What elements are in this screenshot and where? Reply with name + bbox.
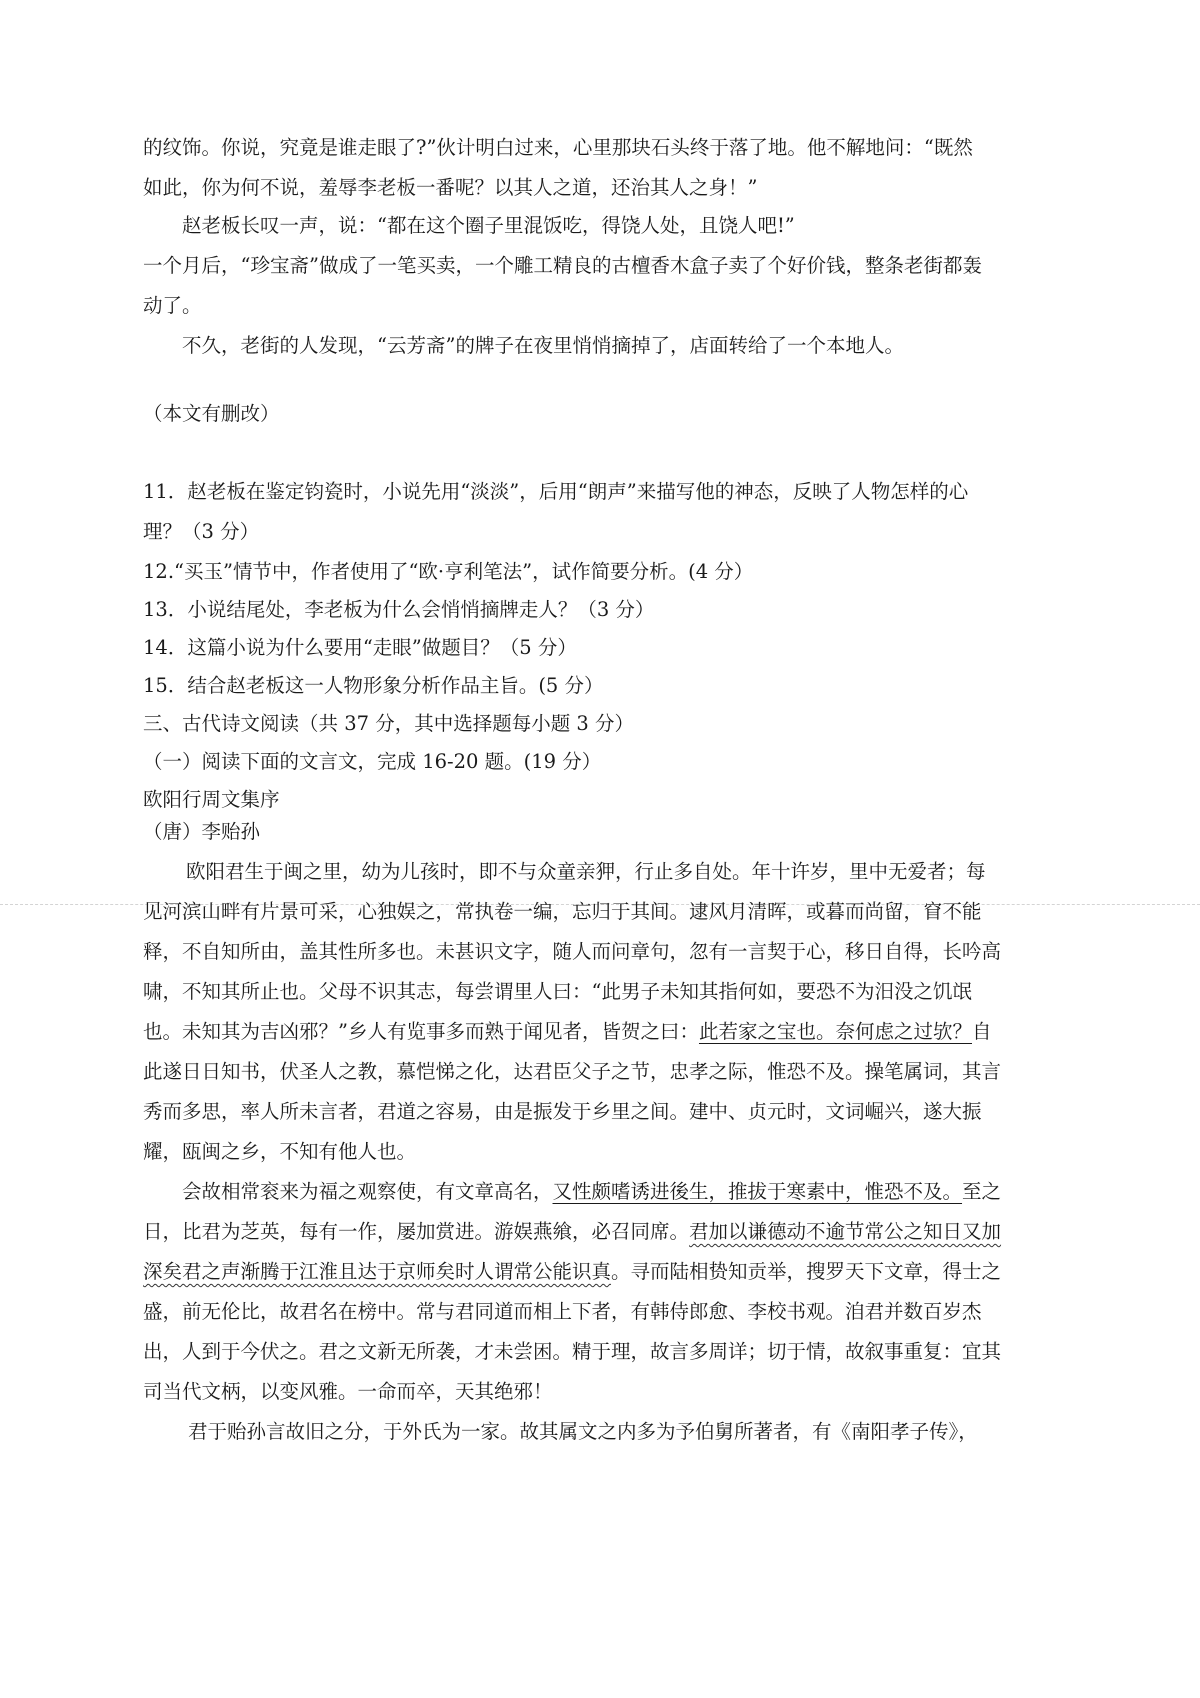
underlined-sentence: 又性颇嗜诱进後生，推拔于寒素中，惟恐不及。 xyxy=(552,1180,963,1203)
question-11: 11．赵老板在鉴定钧瓷时，小说先用“淡淡”，后用“朗声”来描写他的神态，反映了人物怎样的心 xyxy=(143,480,969,503)
passage-line: 啸，不知其所止也。父母不识其志，每尝谓里人曰：“此男子未知其指何如，要恐不为汨没之饥氓 xyxy=(143,980,972,1003)
passage-line: 此遂日日知书，伏圣人之教，慕恺悌之化，达君臣父子之节，忠孝之际，惟恐不及。操笔属词，其言 xyxy=(143,1060,1002,1083)
source-note: （本文有删改） xyxy=(143,402,280,425)
passage-line: 秀而多思，率人所未言者，君道之容易，由是振发于乡里之间。建中、贞元时，文词崛兴，遂大振 xyxy=(143,1100,982,1123)
passage-line: 欧阳君生于闽之里，幼为儿孩时，即不与众童亲狎，行止多自处。年十许岁，里中无爱者；每 xyxy=(186,860,986,883)
underlined-sentence: 此若家之宝也。奈何虑之过欤？ xyxy=(698,1020,972,1043)
passage-author: （唐）李贻孙 xyxy=(143,820,261,843)
question-11-cont: 理？（3 分） xyxy=(143,520,260,543)
passage-line: 耀，瓯闽之乡，不知有他人也。 xyxy=(143,1140,417,1163)
text-run: 也。未知其为吉凶邪？”乡人有览事多而熟于闻见者，皆贺之曰： xyxy=(143,1020,699,1043)
passage-line xyxy=(143,1216,1073,1244)
text-run: 自 xyxy=(972,1020,992,1043)
passage-line: 释，不自知所由，盖其性所多也。未甚识文字，随人而问章句，忽有一言契于心，移日自得，长吟高 xyxy=(143,940,1002,963)
story-line: 的纹饰。你说，究竟是谁走眼了?”伙计明白过来，心里那块石头终于落了地。他不解地问：“既然 xyxy=(143,136,973,159)
section-heading: 三、古代诗文阅读（共 37 分，其中选择题每小题 3 分） xyxy=(143,712,635,735)
text-run: 会故相常衮来为福之观察使，有文章高名， xyxy=(182,1180,553,1203)
question-14: 14．这篇小说为什么要用“走眼”做题目？（5 分） xyxy=(143,636,577,659)
text-run: 。寻而陆相贽知贡举，搜罗天下文章，得士之 xyxy=(611,1260,1002,1283)
passage-line xyxy=(143,1256,1073,1284)
passage-line: 出，人到于今伏之。君之文新无所袭，才未尝困。精于理，故言多周详；切于情，故叙事重复：宜其 xyxy=(143,1340,1002,1363)
story-line: 赵老板长叹一声，说：“都在这个圈子里混饭吃，得饶人处，且饶人吧!” xyxy=(182,214,795,237)
passage-line: 君于贻孙言故旧之分，于外氏为一家。故其属文之内多为予伯舅所著者，有《南阳孝子传》， xyxy=(188,1420,978,1443)
story-line: 不久，老街的人发现，“云芳斋”的牌子在夜里悄悄摘掉了，店面转给了一个本地人。 xyxy=(182,334,904,357)
passage-line: 见河滨山畔有片景可采，心独娱之，常执卷一编，忘归于其间。逮风月清晖，或暮而尚留，窅不能 xyxy=(143,900,982,923)
story-line: 动了。 xyxy=(143,294,202,317)
story-line: 一个月后，“珍宝斋”做成了一笔买卖，一个雕工精良的古檀香木盒子卖了个好价钱，整条老街都轰 xyxy=(143,254,982,277)
question-12: 12.“买玉”情节中，作者使用了“欧·亨利笔法”，试作简要分析。(4 分） xyxy=(143,560,754,583)
passage-line: 盛，前无伦比，故君名在榜中。常与君同道而相上下者，有韩侍郎愈、李校书观。洎君并数百岁杰 xyxy=(143,1300,982,1323)
question-13: 13．小说结尾处，李老板为什么会悄悄摘牌走人？（3 分） xyxy=(143,598,655,621)
passage-line xyxy=(143,1016,1073,1044)
text-run: 日，比君为芝英，每有一作，屡加赏进。游娱燕飨，必召同席。 xyxy=(143,1220,690,1243)
subsection-heading: （一）阅读下面的文言文，完成 16-20 题。(19 分） xyxy=(143,750,602,773)
question-15: 15．结合赵老板这一人物形象分析作品主旨。(5 分） xyxy=(143,674,604,697)
wavy-underlined-sentence: 深矣君之声渐腾于江淮且达于京师矣时人谓常公能识真 xyxy=(143,1260,612,1283)
story-line: 如此，你为何不说，羞辱李老板一番呢？以其人之道，还治其人之身！” xyxy=(143,176,758,199)
passage-line: 司当代文柄，以变风雅。一命而卒，天其绝邪！ xyxy=(143,1380,553,1403)
passage-title: 欧阳行周文集序 xyxy=(143,788,280,811)
wavy-underlined-sentence: 君加以谦德动不逾节常公之知日又加 xyxy=(689,1220,1002,1243)
text-run: 至之 xyxy=(962,1180,1002,1203)
passage-line xyxy=(182,1176,1112,1204)
